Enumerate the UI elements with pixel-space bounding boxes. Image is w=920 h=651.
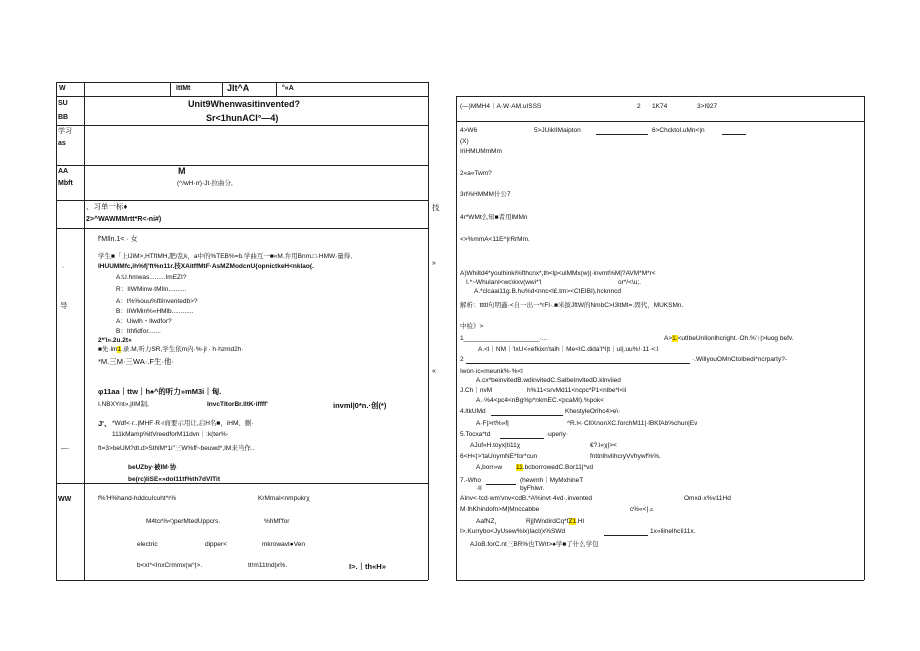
invc-line: InvcTItorBr.lltK·iffff' — [207, 401, 268, 408]
iwon-line: Iwon·ic«meunk%·%<l — [460, 368, 523, 375]
left-hr — [56, 96, 428, 97]
m4tcr-line: M4tcr%<)perMtedUppcrs. — [146, 518, 221, 525]
be-rc-line: be(rc)liSE«»doI11tf%th7dVITit — [128, 476, 220, 483]
zh3-line: 3rl%HMMM什公7 — [460, 191, 511, 198]
l1-line — [460, 336, 547, 343]
who-blank[interactable] — [486, 477, 516, 485]
hand-line: f%'H%hand-hddcuIcuht*r% — [98, 495, 177, 502]
right-hr — [456, 121, 864, 122]
ajob-line: AJoB.forC.nt三BR%也TWrt>♠学■了什么学包 — [470, 541, 599, 548]
hewmh-line: (hewmh｜MyMxhineT — [520, 477, 584, 484]
a2-question: A：Uiwlh・llwdfor? — [116, 318, 172, 325]
fntt-line: fnttnlhvlihcryVvfrywf%%. — [590, 453, 661, 460]
invml-line: invml|0*n.·创(*) — [333, 401, 387, 410]
mfor-line: %hMf'for — [264, 518, 290, 525]
dash-mark: —· — [61, 445, 70, 452]
omxd-line: Omxd·x%v11Hd — [684, 495, 731, 502]
side-ji: 技 — [432, 203, 440, 212]
left-hdr-col1 — [170, 82, 171, 96]
whulani-line: I.*~WhulanI<wc\kxv(wwi*'l — [466, 279, 542, 286]
rjj-pre: Rj|lWndirdCq*f — [526, 518, 569, 525]
right-table-bottom — [456, 580, 864, 581]
ihuumm-line: IHUUMMfc,ih%fj'ft%n11r.技XAitffMtF·AsMZModcnU{opnictkeH<nklao(. — [98, 263, 314, 270]
clcaai-line: A.*clcaai11g.B.hu%d<nnc<l£.tm><CIEIBI),hcknncd — [474, 288, 621, 295]
right-hdr-1k: 1K74 — [652, 103, 668, 110]
wawm-line: 2>^WAWMMrtt*R<-ni#) — [86, 216, 162, 223]
dot-mark: · — [62, 264, 65, 271]
row2-c-blank[interactable] — [722, 127, 746, 135]
left-table-bottom — [56, 580, 428, 581]
beuzby-line: beUZby·被IM·协 — [128, 464, 177, 471]
hdr-w: W — [59, 85, 66, 92]
right-hdr: (—)MMH4｜A·W·AM.uISSS — [460, 103, 542, 110]
xian-highlight: 1 — [117, 346, 122, 353]
label-as: as — [58, 140, 66, 147]
b-question: B：IIWMin%«HMlb............ — [116, 308, 194, 315]
hdr-ittmt: ItIMt — [176, 85, 191, 92]
tmlln-line: f'MIln.1< · 女 — [98, 236, 138, 243]
aborr-pre: A,borr»w — [476, 464, 503, 471]
hdr-jit: JIt^A — [227, 83, 250, 93]
zh4-line: 4r*WMt么知■者用lMMn — [460, 214, 528, 221]
side-quote-mark: « — [432, 368, 436, 375]
byfhlwr-line: byFhlwr. — [520, 485, 545, 492]
irihmu-line: IriHMUMmMm — [460, 148, 502, 155]
xian-line — [98, 347, 244, 354]
page-subtitle: Sr<1hunACI°—4) — [206, 113, 279, 123]
m-san-line — [98, 358, 174, 366]
aborr-line — [476, 465, 593, 472]
dipper-line: dipper< — [205, 541, 227, 548]
row2-b: 5>JUikIIMaipton — [534, 127, 581, 134]
l2-text: ·.WillyouOMnCtoIbedi*ncrparty?- — [692, 356, 788, 363]
mkrowave-line: mkrowavt●Ven — [262, 541, 305, 548]
left-hr — [56, 165, 428, 166]
label-su: SU — [58, 100, 68, 107]
b2-question: B：Ithfidfor....... — [116, 328, 161, 335]
l1b-line: A.<l｜NM｜'IxU<«efkixn'talh｜Me<IC.dida'l*I|t｜uI|.uu%!·11·<:I — [478, 346, 659, 353]
tocxa-blank[interactable] — [500, 431, 544, 439]
kurrybo-blank[interactable] — [604, 528, 648, 536]
jch-line: J.Ch｜nvM — [460, 387, 493, 394]
rjj-line — [526, 519, 584, 526]
zhongjian-line: 中检》> — [460, 323, 484, 330]
bxi-line: b<xI*<InxCrmmx(w°|>. — [137, 562, 203, 569]
page-title: Unit9Whenwasitinvented? — [188, 99, 301, 109]
left-hr — [56, 483, 428, 484]
l1-pre-hl: A> — [664, 335, 673, 342]
acx-line: A.cx*beinvitedB.wdinvitedC.SalbeInvltedD.klnviied — [476, 377, 621, 384]
afnz-line: AafNZ， — [476, 518, 501, 525]
l2u-line: 2*'l».2u.2t» — [98, 337, 132, 344]
row2-c: 6>Chcktol.uMn<|n — [652, 127, 705, 134]
lilinel-line: 1x«lilnelhcIi11x. — [650, 528, 696, 535]
phi11-line: φ11aa｜ttw｜h♠^的听力»mM3i｜匈. — [98, 387, 222, 396]
jiexi-line: 解析：ttttl句明鑫·<自一出一*rFI·.■米拔JftW的NmbC>I3ltMt=.固代，MUKSMn. — [460, 302, 684, 309]
right-table-left — [456, 96, 457, 580]
m-san-post: 三M·三WA·.F生·他· — [109, 357, 174, 366]
q2-line: R：IIWMinw·tMIln.......... — [116, 286, 187, 293]
ltkumd-blank[interactable] — [491, 408, 563, 416]
aborr-highlight: 11 — [516, 464, 523, 471]
side-quote-mark: » — [432, 260, 436, 267]
right-hdr-3: 3>I927 — [697, 103, 718, 110]
l1-dots: _____________________·... — [463, 335, 548, 342]
tocxa-line: 5.Tocxa*td — [460, 431, 491, 438]
fl-line: ^R.l<·ClIXnonXC.forchM11|·lBKfAb%chun|Ev — [567, 420, 698, 427]
ft3-line: ft=3>beUM?dt.d>SthlM*1i"三W%ff~beuwd*,IM来当作.. — [98, 445, 255, 452]
row2-a: 4>W6 — [460, 127, 478, 134]
left-hdr-col2 — [222, 82, 223, 96]
nbx-line: I.NBXYnt»,|lIM制, — [98, 401, 149, 408]
l1-pre: 1 — [460, 335, 464, 342]
l1-answer — [664, 336, 793, 343]
twm-line: 2«a«Twm? — [460, 170, 492, 177]
l2-blank[interactable] — [466, 356, 690, 364]
rjj-highlight: Z1 — [568, 518, 577, 525]
ltkumd-line: 4.ltkUMd — [460, 408, 486, 415]
mma-line: <>%mmA<11E^|rRrMm. — [460, 236, 530, 243]
row2-blank[interactable] — [596, 127, 648, 135]
l1-text: <utIbeUnIlonlhcright.·Oh.%'↑|>luog befv. — [677, 335, 794, 342]
or-line: or*/<\u;. — [618, 279, 641, 286]
l1-highlight: 1. — [672, 335, 678, 342]
j-mark: J'、 — [98, 419, 112, 428]
right-table-right — [864, 96, 865, 580]
e2ll-line: €?.l«χ|>< — [590, 442, 617, 449]
il-line: ·II — [476, 485, 482, 492]
aborr-post: .bcborrowedC.Bor11|*vd — [522, 464, 593, 471]
af-line: A·F|>rt%»f| — [476, 420, 509, 427]
electric-line: electric — [137, 541, 158, 548]
left-table-left — [56, 82, 57, 580]
a-question: A：t%%ouu%ftlinventedb>? — [116, 298, 198, 305]
left-hr — [56, 200, 428, 201]
label-mbft: Mbft — [58, 180, 73, 187]
m-heading: M — [178, 166, 186, 176]
left-hdr-col3 — [276, 82, 277, 96]
khestyle-line: KhestyleOrlhc4>e\· — [565, 408, 621, 415]
label-xue: 学习 — [58, 128, 72, 135]
rjj-post: .Hl — [576, 518, 585, 525]
mhkind-line: M·lhKhindofn>M|Mnccabbe — [460, 506, 540, 513]
right-table-top — [456, 96, 864, 97]
right-hdr-2: 2 — [637, 103, 641, 110]
label-aa: AA — [58, 168, 69, 175]
q1-line: A:U.hmwas.........ImEZI? — [116, 274, 187, 281]
kurrybo-line: I>.Kurrybo<JyUsew%lx)IacI(x%SWd — [460, 528, 566, 535]
left-hr — [56, 125, 428, 126]
xuesheng-line: 学生■「上lJiM>,HTfIMH,肥/乱k，a中的%TEB%=b.学曲互一■«M.弁用Bnm.□·HMW·量得, — [98, 253, 353, 260]
who-line: 7.-Who — [460, 477, 481, 484]
wdf-line: *Wdf<·r..|MHF·R·r商要示用让,启H名■，iHM、删· — [112, 420, 254, 427]
label-ww: WW — [58, 496, 72, 503]
m111-line: 111kMamp%ltVreedforM11dvn｜:k(ter%· — [112, 431, 229, 438]
side-dao: 导 — [60, 301, 68, 310]
ainv-line: AInv<·tcd·wm'vnv<cdB.*A%invt·4vd·.invented — [460, 495, 593, 502]
m-san-pre: *M. — [98, 357, 110, 366]
label-bb: BB — [58, 114, 69, 121]
xi-line: 、习单一标♦ — [86, 202, 128, 211]
h6-line: 6<H<|>'taUnymNE*for*cun — [460, 453, 538, 460]
ajuf-line: AJuf«H.toyx|ti11χ — [470, 442, 521, 449]
m11-line: tt!m11tnd|x%. — [248, 562, 288, 569]
cfa-line: c%«<|ェ — [630, 506, 655, 513]
while-line: A)Whiltd4*youlhinki%fthcnx*,th<lp<ulMMx(w)|·invmt%M|?AVM*M*r< — [460, 270, 656, 277]
l2-num: 2 — [460, 356, 464, 363]
acx2-line: A.·%4<pc4<nBg%p*nkmEC.<pcaMI).%pok< — [476, 397, 604, 404]
x-mark: (X) — [460, 138, 469, 145]
left-table-right — [428, 82, 429, 580]
ip-line: I>.｜th«H» — [349, 562, 386, 571]
krmmal-line: KrMmaI<nmpukrχ — [258, 495, 310, 502]
hdr-a: °«A — [282, 85, 294, 92]
xian-post: .录.M,听力SR,学生依m内·%·jl · h·hzmd2h· — [121, 346, 244, 353]
left-hr — [56, 228, 428, 229]
xian-pre: ■先·lm — [98, 346, 118, 353]
uperly-line: ·uperly· — [546, 431, 569, 438]
m-subheading: (^/wH·rr)·Jt·拉曲分, — [177, 180, 233, 187]
left-label-col — [84, 82, 85, 580]
h11-line: h%11<srvMd11<ncpc*P1<nlbe*l<il — [527, 387, 627, 394]
